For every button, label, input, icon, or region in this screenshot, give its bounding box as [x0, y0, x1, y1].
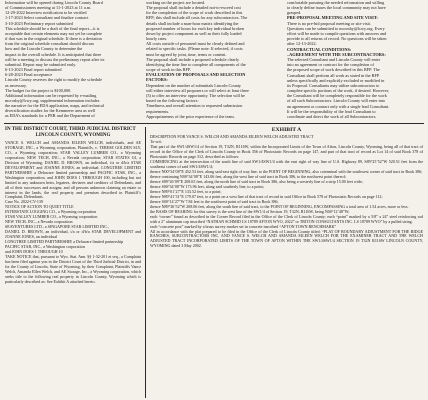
text-line: 6-13-2023 Final report submitted: [5, 67, 62, 73]
text-line: if that was in the original schedule. If there is a deviation: [5, 36, 102, 42]
paragraph: thence S00°14’27”W 7.84 feet to the southwest point of said tract in Book 386;: [150, 198, 279, 204]
court-heading: IN THE DISTRICT COURT, THIRD JUDICIAL DISTRICT: [5, 127, 136, 132]
text-line: RFP; this shall include all costs for any subcontractors. The: [146, 15, 248, 21]
text-line: It will be the responsibility of the lead Consultant to: [287, 108, 376, 114]
text-line: mcrosby@lcwy.org; supplemental information includes: [5, 97, 100, 103]
text-line: as necessary.: [5, 82, 27, 88]
text-line: an agreement or contract only with a single lead Consultant.: [287, 103, 390, 109]
text-line: how and the Lincoln County to determine the: [5, 46, 83, 52]
party-line: LONGTREE LIMITED PARTNERSHIP, a Delaware limited partnership: [5, 239, 124, 245]
text-line: The budget for the project is $100,000.: [5, 87, 72, 93]
party-line: PACIFIC STAR, INC., a Washington corporation: [5, 244, 85, 250]
section-heading: CONTRACTUAL CONDITIONS:: [287, 46, 352, 52]
text-line: grasped.: [287, 10, 302, 16]
paragraph: All in accordance with the plat prepared to be filed in the Office of the Clerk of Lincoln County titled: “PLAT OF BOUNDARY ADJUSTMENT FOR THE RIDGE RANCHES, SUBCONTRACTORS INC. AND VANCE S. WELCH AND AMANDA EILEEN WELCH FOR THE EXAMINER TRACT AND THE WELCH ADJUSTED TRACT INCORPORATED LIMITS OF THE TOWN OF AFTON WITHIN THE SW1/4SW1/4 SECTION 19 T32N R116W LINCOLN COUNTY, WYOMING dated 3 May 2002.: [150, 228, 423, 249]
text-line: The proposal shall include a proposed schedule clearly: [146, 56, 240, 62]
text-line: unless specifically and explicitly excluded or modified in: [287, 77, 385, 83]
top-middle-column: [146, 0, 282, 119]
exhibit-a: [150, 127, 423, 249]
text-line: from the original schedule consultant should discuss: [5, 41, 94, 47]
paragraph: To-wit:: [150, 139, 162, 145]
section-divider: [4, 123, 424, 124]
text-line: its Proposal. Consultants may utilize subcontractors to: [287, 82, 380, 88]
paragraph: each “concrete post” marked by a brass survey marker set in concrete inscribed “AFTON TOWN BENCHMARK”: [150, 223, 337, 229]
party-line: INTERSTATE LOGGING CO., a Wyoming corporation: [5, 209, 97, 215]
legal-notice-quiet-title: [5, 127, 141, 285]
party-line: STAR VALLEY LUMBER CO., a Wyoming corporation: [5, 214, 98, 220]
text-line: Timeliness and overall attention to requested submission: [146, 103, 243, 109]
text-line: after 12-13-2022.: [287, 41, 317, 47]
party-line: NEW TECH, INC., a Nevada corporation: [5, 219, 73, 225]
text-line: complete specific portions of the work, if desired. However,: [287, 88, 390, 94]
exhibit-heading: EXHIBIT A: [271, 127, 302, 133]
text-line: for the completion of the scope of work described in this: [146, 10, 243, 16]
text-line: 6-28-2023 Final acceptance: [5, 72, 53, 78]
text-line: related to specific tasks. (Please note: If selected, if costs: [146, 46, 243, 52]
text-line: must be agreed by joint, time, terms or content.: [146, 51, 227, 57]
text-line: requirements.: [146, 108, 170, 114]
paragraph: thence S00°34’08”W 173.96 feet, along said southerly line, to a point;: [150, 183, 264, 189]
text-line: down by project component as well as their fully loaded: [146, 30, 242, 36]
text-line: acceptable that certain elements may not yet be complete: [5, 30, 102, 36]
text-line: the narrative for the EDA application, maps, and technical: [5, 103, 104, 109]
text-line: 1-17-2023 Select consultant and finalize contract: [5, 15, 89, 21]
paragraph: thence N89°41’31”E 179.07 feet, to a point on a west line of that tract of record in said Office in Book 578 of Photostatic Records on page 112;: [150, 193, 383, 199]
party-line: DANIEL D. BROWN, an individual, t/a or d/b/a STAR DEVELOPMENT and JOANNE JONES, an individual: [5, 229, 141, 240]
text-line: identifying the time line to complete all components of the: [146, 61, 246, 67]
paragraph: TAKE NOTICE that, pursuant to Wyo. Stat. Ann. §§ 1-32-201 et seq., a Complaint has been filed against you in the District Court of the Third Judicial District, in and for the County of Lincoln, State of Wyoming, by their Complaint, Plaintiffs Vance Welch, Amanda Ellen Welch, and AE Storage, Inc., a Wyoming corporation, which seeks title to the following real property in Lincoln County, Wyoming which is particularly described as: See Exhibit A attached hereto.: [5, 253, 141, 284]
section-heading: EVALUATION OF PROPOSALS AND SELECTION: [146, 72, 246, 78]
paragraph: COMMENCING at the intersection of the south line of said SW1/4SW1/4 with the east right of way line of U.S. Highway 89, S89°25’52”W 520.51 feet from the southeast corner of said SW1/4SW1/4;: [150, 159, 423, 170]
paragraph: VANCE S. WELCH and AMANDA EILEEN WELCH, individuals, and AE STORAGE, INC., a Wyoming corporation, Plaintiffs, v. TERESE GOLDEN SLY, CO., a Wyoming corporation; STAR VALLEY LUMBER CO., a Wyoming corporation; NEW TECH, INC., a Nevada corporation; STAR STATES GI, a Division of Wyoming, DANIEL D. BROWN, an individual, t/a or d/b/a STAR DEVELOPMENT and JOANNE JONES, an individual; LONGTREE LIMITED PARTNERSHIP, a Delaware limited partnership and PACIFIC STAR, INC., a Washington corporation, and JOHN DOES 1 THROUGH 100, including but not limited to any unknown heirs, legatees, devisees and creditors of Defendants, and all of their successors and assigns; and all persons unknown claiming an estate or interest in the lands, the real property and premises described in Plaintiff’s Complaint, Defendants.: [5, 140, 141, 200]
text-line: The proposal shall include a detailed not-to-exceed cost: [146, 5, 241, 11]
text-line: Consultant shall perform all work as stated in the RFP: [287, 72, 380, 78]
text-line: The selected Consultant and Lincoln County will enter: [287, 57, 381, 63]
text-line: scope of work in this RFP.: [146, 67, 191, 73]
notice-title: NOTICE OF ACTION TO QUIET TITLE: [5, 204, 74, 210]
text-line: the proposed scope of work described in this RFP. The: [287, 67, 380, 73]
section-heading: FACTORS:: [146, 77, 168, 83]
text-line: of all such Subcontractors. Lincoln County will enter into: [287, 98, 386, 104]
top-left-column: [5, 0, 141, 119]
text-line: based on the following factors:: [146, 98, 199, 104]
section-heading: PRE-PROPOSAL MEETING AND SITE VISIT:: [287, 15, 378, 21]
text-line: There is no pre-bid proposal meeting or site visit.: [287, 20, 371, 26]
text-line: effort will be made to compile questions with answers and: [287, 31, 387, 37]
text-line: of Commissioners meeting at 11-1-2023 at 11 a.m.: [5, 5, 92, 11]
text-line: submittal. Report may be submitted early.: [5, 61, 77, 67]
text-line: (3) to offer an interview opportunity. The selection will be: [146, 93, 245, 99]
text-line: details shall include a man-hour matrix identifying the: [146, 20, 239, 26]
text-line: the Consultant will be completely responsible for the work: [287, 93, 387, 99]
text-line: proposed number of hours for each key individual broken: [146, 25, 244, 31]
paragraph: each “corner” found as described in the Corner Record filed in the Office of the Clerk of Lincoln County; each “point” marked by a 5/8” x 24” steel reinforcing rod with a 2” aluminum cap inscribed “NATHAN SCHMID LS 18789 AFTON WYO, 2022” or TRITON CONSULTANTS INC. LS 18789 WYO” by a pulled string.: [150, 213, 423, 224]
paragraph: thence continuing N00°34’08”E 143.06 feet, along the west line of said tract in Book 386, to the northwest point thereof;: [150, 174, 347, 180]
text-line: as EDA’s standards for a PER and the Department of: [5, 113, 95, 119]
county-heading: LINCOLN COUNTY, WYOMING: [35, 133, 111, 138]
text-line: will either interview all proposers or will select at least three: [146, 87, 249, 93]
text-line: 3-10-2023 Preliminary report submitted: [5, 20, 73, 26]
text-line: Additional information can be requested by e-mailing: [5, 92, 97, 98]
text-line: working on the project are located.: [146, 0, 206, 5]
party-line: SEAVENTURES LTD., a SINGAPORE STAR LIMITED INC.,: [5, 224, 109, 230]
text-line: hourly rates.: [146, 36, 168, 42]
column-divider: [145, 127, 146, 398]
text-line: This schedule should be a draft of the final report—it is: [5, 25, 100, 31]
text-line: coordinate and direct the work of all Subcontractors.: [287, 113, 377, 119]
text-line: will be a meeting to discuss the preliminary report after its: [5, 56, 105, 62]
paragraph: thence N00°34’08”E 452.53 feet, along said east right of way line, to the POINT OF BEGINNING, also coterminal with the southwest corner of said tract in Book 386;: [150, 169, 423, 175]
text-line: diversification studies for the Kemmerer area as well: [5, 108, 96, 114]
text-line: provide to all returns of record. No questions will be taken: [287, 36, 387, 42]
case-number: Case No. 2022-CV-139: [5, 199, 43, 205]
text-line: into an agreement or contract for the completion of: [287, 62, 374, 68]
paragraph: the BASIS OF BEARING for this survey is the west line of the SW1/4 of Section 19, T32N, R116W, being N00°12’48”W;: [150, 208, 350, 214]
paragraph: DESCRIPTION FOR VANCE S. WELCH AND AMANDA EILEEN WELCH ADJUSTED TRACT: [150, 134, 314, 140]
top-right-column: [287, 0, 423, 119]
text-line: Questions can be submitted to mcrosby@lcwy.org. Every: [287, 25, 385, 31]
text-line: Appropriateness of the prior experience of the team.: [146, 113, 235, 119]
paragraph: thence S89°26’09”E 208.65 feet, along the north line of said tract in Book 386, also being a westerly line of a strip 15.00 feet wide;: [150, 178, 363, 184]
party-line: and JOHN DOES 1 THROUGH 10: [5, 248, 63, 254]
text-line: impact to the overall schedule. It is anticipated that there: [5, 51, 102, 57]
paragraph: thence N89°36’52”W 208.06 feet, along the south line of said tract, to the POINT OF BEGINNING, ENCOMPASSING a total area of 1.54 acres, more or less.: [150, 203, 409, 209]
section-heading: –AGREEMENT WITH THE SUBCONTRACTORS:: [287, 51, 386, 57]
text-line: comfortable pursuing the needed reformation and willing: [287, 0, 385, 5]
text-line: Lincoln County reserves the right to modify the schedule: [5, 77, 103, 83]
text-line: Information will be opened during Lincoln County Board: [5, 0, 103, 5]
text-line: All costs outside of personnel must be clearly defined and: [146, 41, 245, 47]
text-line: Dependent on the number of submittals Lincoln County: [146, 82, 242, 88]
paragraph: thence N89°01’27”E 133.52 feet, to a point;: [150, 188, 222, 194]
paragraph: That part of the SW1/4SW1/4 of Section 19, T32N, R116W, within the Incorporated Limits of the Town of Afton, Lincoln County, Wyoming, being all of that tract of record in the Office of the Clerk of Lincoln County in Book 356 of Photostatic Records on page 147, and part of that tract of record as Lot 14 of said Book 378 of Photostatic Records on page 312, described as follows:: [150, 144, 423, 160]
text-line: to clearly define issues the local community may not have: [287, 5, 386, 11]
text-line: 12-29-2022 Interview notification to be verified: [5, 10, 87, 16]
